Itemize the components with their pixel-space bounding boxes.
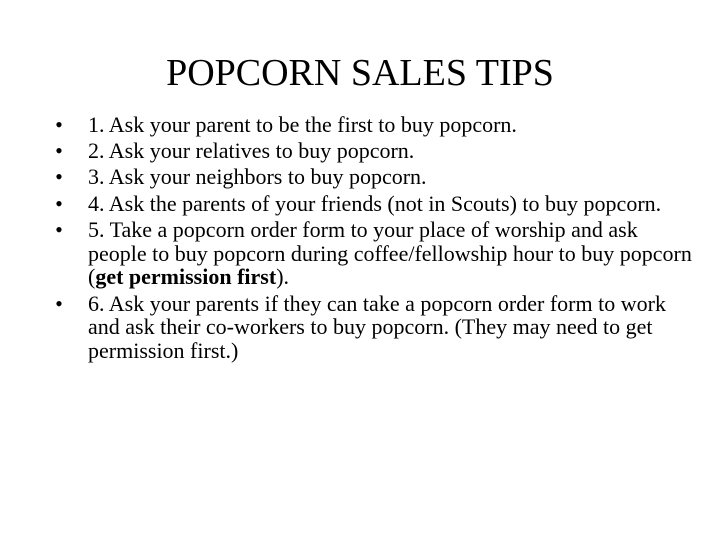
bullet-icon: •	[55, 216, 63, 242]
list-item	[52, 218, 692, 289]
list-item	[52, 113, 692, 137]
list-item	[52, 139, 692, 163]
bullet-icon: •	[55, 164, 63, 190]
list-item-text	[88, 217, 692, 290]
list-item	[52, 192, 692, 216]
list-item-text: 1. Ask your parent to be the first to buy popcorn.	[88, 112, 517, 137]
list-item-text: 2. Ask your relatives to buy popcorn.	[88, 138, 415, 164]
list-item-text: 6. Ask your parents if they can take a popcorn order form to work and ask their co-workers to buy popcorn. (They may need to get permission first.)	[88, 290, 666, 364]
bullet-icon: •	[55, 290, 63, 316]
list-item-text: 4. Ask the parents of your friends (not in Scouts) to buy popcorn.	[88, 190, 662, 216]
list-item-text: 3. Ask your neighbors to buy popcorn.	[88, 164, 427, 190]
list-item	[52, 292, 692, 363]
list-item-text-part: ).	[276, 264, 290, 290]
emphasis-text: get permission first	[95, 264, 277, 290]
bullet-list	[52, 113, 692, 365]
slide-title: POPCORN SALES TIPS	[166, 52, 554, 94]
bullet-icon: •	[55, 112, 63, 137]
list-item	[52, 165, 692, 189]
bullet-icon: •	[55, 190, 63, 216]
list-item-text-part: 5. Take a popcorn order form to your place of worship and ask people to buy popcorn during coffee/fellowship hour to buy popcorn (	[88, 216, 692, 290]
bullet-icon: •	[55, 138, 63, 164]
